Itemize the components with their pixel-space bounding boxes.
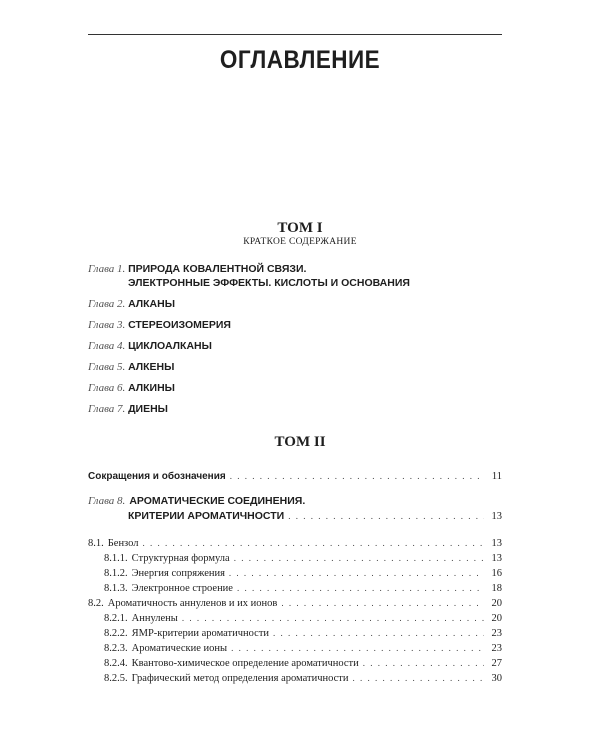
chapter-label: Глава 7.: [88, 403, 126, 415]
page-number: 18: [491, 583, 502, 594]
dot-leader: [143, 536, 485, 551]
section-number: 8.1.2.: [104, 568, 128, 579]
section-number: 8.1.: [88, 538, 104, 549]
chapter-label: Глава 4.: [88, 340, 126, 352]
volume-1-subheading: КРАТКОЕ СОДЕРЖАНИЕ: [243, 237, 357, 247]
chapter-title: АЛКАНЫ: [128, 298, 175, 310]
toc-section-8-1-2[interactable]: [88, 566, 502, 581]
chapter-entry-6[interactable]: [88, 381, 502, 395]
toc-section-8-2[interactable]: [88, 596, 502, 611]
chapter-entry-5[interactable]: [88, 360, 502, 374]
chapter-title: ЦИКЛОАЛКАНЫ: [128, 340, 212, 352]
section-number: 8.2.3.: [104, 643, 128, 654]
section-number: 8.1.3.: [104, 583, 128, 594]
section-title: Ароматические ионы: [131, 643, 228, 654]
page-number: 13: [491, 511, 502, 522]
toc-section-8-2-5[interactable]: [88, 671, 502, 686]
toc-section-8-1-3[interactable]: [88, 581, 502, 596]
dot-leader: [363, 656, 484, 671]
dot-leader: [281, 596, 484, 611]
page-number: 11: [491, 471, 502, 482]
page-number: 13: [491, 538, 502, 549]
dot-leader: [230, 469, 484, 484]
toc-section-8-2-2[interactable]: [88, 626, 502, 641]
page-number: 16: [491, 568, 502, 579]
chapter-entry-4[interactable]: [88, 339, 502, 353]
section-number: 8.2.5.: [104, 673, 128, 684]
volume-2-heading: ТОМ II: [274, 434, 326, 450]
page-title: ОГЛАВЛЕНИЕ: [219, 46, 381, 74]
chapter-label: Глава 5.: [88, 361, 126, 373]
top-rule: [88, 34, 502, 35]
section-number: 8.2.1.: [104, 613, 128, 624]
page-number: 20: [491, 613, 502, 624]
dot-leader: [229, 566, 484, 581]
chapter-entry-7[interactable]: [88, 402, 502, 416]
toc-section-8-2-3[interactable]: [88, 641, 502, 656]
chapter-title: АЛКИНЫ: [128, 382, 175, 394]
chapter-label: Глава 2.: [88, 298, 126, 310]
page-number: 20: [491, 598, 502, 609]
chapter-label: Глава 3.: [88, 319, 126, 331]
section-number: 8.2.2.: [104, 628, 128, 639]
toc-section-8-1[interactable]: [88, 536, 502, 551]
section-title: Квантово-химическое определение ароматичности: [131, 658, 359, 669]
volume-1-heading: ТОМ I: [277, 220, 323, 236]
dot-leader: [182, 611, 484, 626]
chapter-title: АЛКЕНЫ: [128, 361, 175, 373]
section-number: 8.2.4.: [104, 658, 128, 669]
page-number: 23: [491, 628, 502, 639]
section-title: Бензол: [107, 538, 139, 549]
chapter-entry-2[interactable]: [88, 297, 502, 311]
page-number: 30: [491, 673, 502, 684]
section-number: 8.2.: [88, 598, 104, 609]
section-title: ЯМР-критерии ароматичности: [131, 628, 270, 639]
dot-leader: [288, 509, 484, 524]
section-title: Графический метод определения ароматичности: [131, 673, 349, 684]
volume-1-chapter-list: [88, 262, 502, 423]
dot-leader: [234, 551, 484, 566]
section-title: Энергия сопряжения: [131, 568, 225, 579]
chapter-title-continued: КРИТЕРИИ АРОМАТИЧНОСТИ: [128, 510, 285, 522]
toc-section-8-2-1[interactable]: [88, 611, 502, 626]
toc-section-8-1-1[interactable]: [88, 551, 502, 566]
section-title: Аннулены: [131, 613, 178, 624]
dot-leader: [237, 581, 484, 596]
chapter-title: АРОМАТИЧЕСКИЕ СОЕДИНЕНИЯ.: [129, 495, 306, 507]
page-number: 27: [491, 658, 502, 669]
chapter-entry-3[interactable]: [88, 318, 502, 332]
dot-leader: [353, 671, 484, 686]
toc-section-8-2-4[interactable]: [88, 656, 502, 671]
chapter-title: СТЕРЕОИЗОМЕРИЯ: [128, 319, 231, 331]
chapter-entry-1[interactable]: [88, 262, 502, 290]
chapter-title: ПРИРОДА КОВАЛЕНТНОЙ СВЯЗИ.: [128, 263, 307, 275]
section-title: Электронное строение: [131, 583, 233, 594]
chapter-title: ДИЕНЫ: [128, 403, 168, 415]
chapter-label: Глава 1.: [88, 263, 126, 275]
section-title: Ароматичность аннуленов и их ионов: [107, 598, 278, 609]
section-title: Структурная формула: [131, 553, 230, 564]
toc-entry-chapter-8[interactable]: [88, 494, 502, 524]
chapter-label: Глава 8.: [88, 495, 126, 507]
chapter-title-continued: ЭЛЕКТРОННЫЕ ЭФФЕКТЫ. КИСЛОТЫ И ОСНОВАНИЯ: [128, 277, 410, 289]
page-number: 23: [491, 643, 502, 654]
volume-2-toc: [88, 469, 502, 686]
page-number: 13: [491, 553, 502, 564]
toc-entry-title: Сокращения и обозначения: [88, 471, 226, 482]
dot-leader: [231, 641, 484, 656]
dot-leader: [273, 626, 484, 641]
chapter-label: Глава 6.: [88, 382, 126, 394]
toc-entry-abbreviations[interactable]: [88, 469, 502, 484]
section-number: 8.1.1.: [104, 553, 128, 564]
